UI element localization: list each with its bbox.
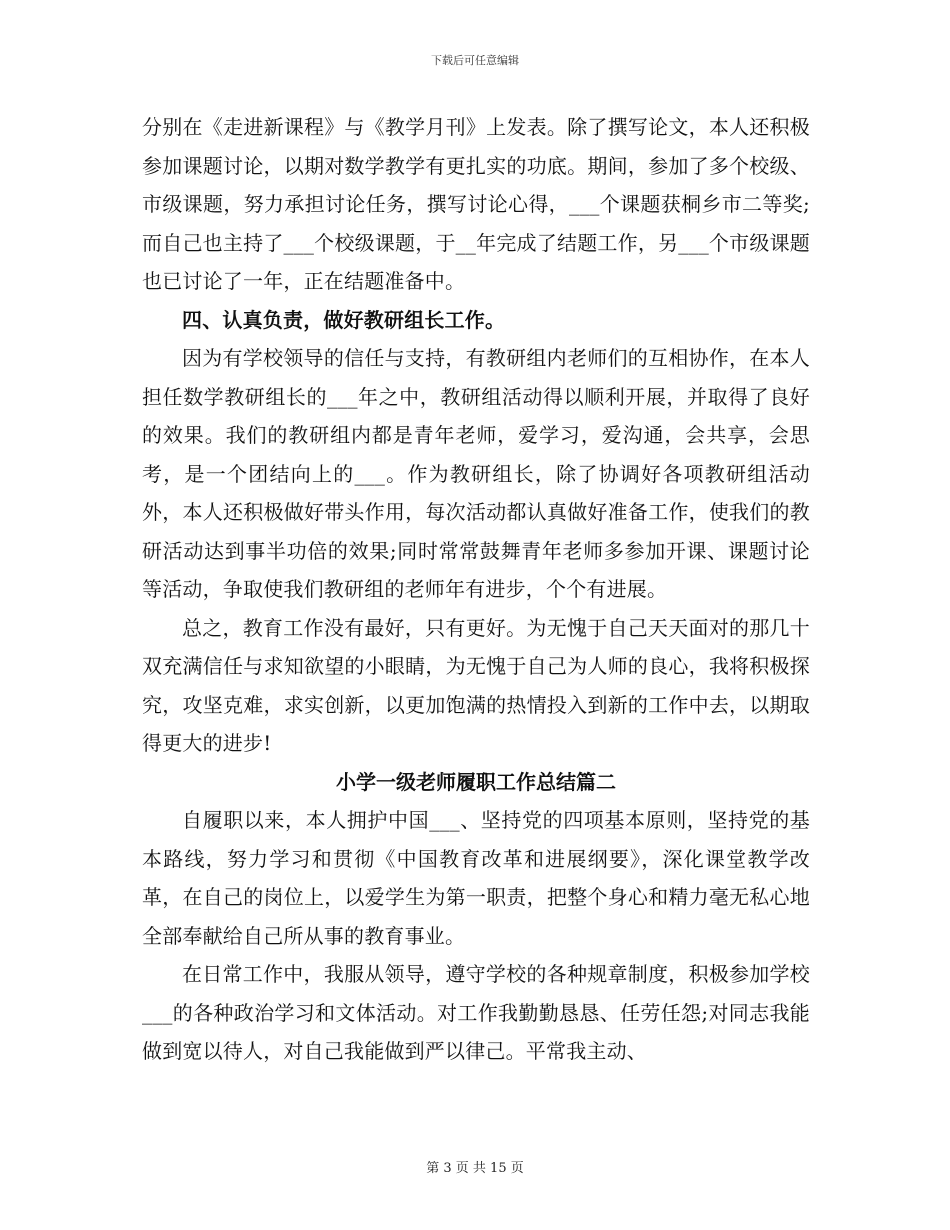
paragraph-2: 因为有学校领导的信任与支持，有教研组内老师们的互相协作，在本人担任数学教研组长的___年之中，教研组活动得以顺利开展，并取得了良好的效果。我们的教研组内都是青年老师，爱学习，爱沟通，会共享，会思考，是一个团结向上的___。作为教研组长，除了协调好各项教研组活动外，本人还积极做好带头作用，每次活动都认真做好准备工作，使我们的教研活动达到事半功倍的效果;同时常常鼓舞青年老师多参加开课、课题讨论等活动，争取使我们教研组的老师年有进步，个个有进展。 [142,346,810,601]
page-number: 第 3 页 共 15 页 [426,1161,524,1176]
document-body [142,108,810,1071]
paragraph-3: 总之，教育工作没有最好，只有更好。为无愧于自己天天面对的那几十双充满信任与求知欲望的小眼睛，为无愧于自己为人师的良心，我将积极探究，攻坚克难，求实创新，以更加饱满的热情投入到新的工作中去，以期取得更大的进步! [142,615,810,755]
paragraph-1: 分别在《走进新课程》与《教学月刊》上发表。除了撰写论文，本人还积极参加课题讨论，以期对数学教学有更扎实的功底。期间，参加了多个校级、市级课题，努力承担讨论任务，撰写讨论心得，___个课题获桐乡市二等奖;而自己也主持了___个校级课题，于__年完成了结题工作，另___个市级课题也已讨论了一年，正在结题准备中。 [142,115,810,293]
page-header-note: 下载后可任意编辑 [431,54,519,67]
paragraph-4: 自履职以来，本人拥护中国___、坚持党的四项基本原则，坚持党的基本路线，努力学习和贯彻《中国教育改革和进展纲要》，深化课堂教学改革，在自己的岗位上，以爱学生为第一职责，把整个身心和精力毫无私心地全部奉献给自己所从事的教育事业。 [142,808,810,948]
section-heading-4: 四、认真负责，做好教研组长工作。 [182,307,506,332]
article-title-2: 小学一级老师履职工作总结篇二 [336,769,616,794]
paragraph-5: 在日常工作中，我服从领导，遵守学校的各种规章制度，积极参加学校___的各种政治学习和文体活动。对工作我勤勤恳恳、任劳任怨;对同志我能做到宽以待人，对自己我能做到严以律己。平常我主动、 [142,962,810,1063]
